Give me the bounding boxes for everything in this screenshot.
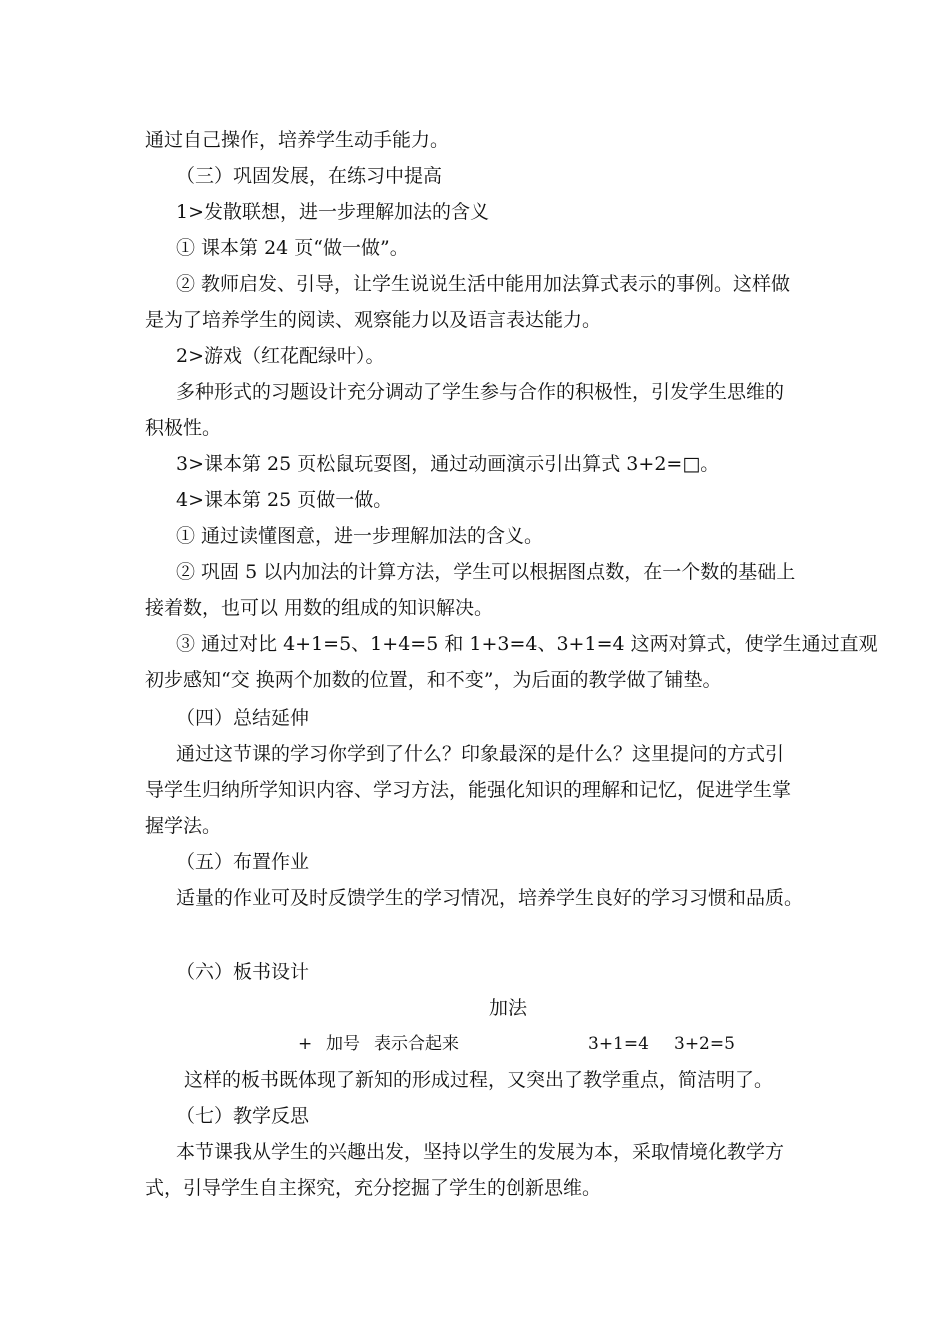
paragraph-line: 多种形式的习题设计充分调动了学生参与合作的积极性，引发学生思维的 <box>176 381 785 403</box>
section-heading: （七）教学反思 <box>176 1105 310 1127</box>
equation-2: 3+2=5 <box>674 1034 735 1054</box>
plus-meaning: 表示合起来 <box>374 1034 459 1054</box>
paragraph-line: 积极性。 <box>145 417 222 439</box>
paragraph-line: 导学生归纳所学知识内容、学习方法，能强化知识的理解和记忆，促进学生掌 <box>145 779 792 801</box>
paragraph-line: ② 巩固 5 以内加法的计算方法，学生可以根据图点数，在一个数的基础上 <box>176 561 796 583</box>
plus-name: 加号 <box>326 1034 360 1054</box>
paragraph-line: 通过自己操作，培养学生动手能力。 <box>145 129 450 151</box>
section-heading: （三）巩固发展，在练习中提高 <box>176 165 443 187</box>
paragraph-line: 适量的作业可及时反馈学生的学习情况，培养学生良好的学习习惯和品质。 <box>176 887 804 909</box>
paragraph-line: 握学法。 <box>145 815 222 837</box>
paragraph-line: 3>课本第 25 页松鼠玩耍图，通过动画演示引出算式 3+2=□。 <box>176 453 720 475</box>
paragraph-line: 4>课本第 25 页做一做。 <box>176 489 393 511</box>
board-row <box>0 1032 950 1056</box>
paragraph-line: 接着数，也可以 用数的组成的知识解决。 <box>145 597 494 619</box>
paragraph-line: ① 通过读懂图意，进一步理解加法的含义。 <box>176 525 544 547</box>
plus-sign: + <box>298 1034 313 1054</box>
paragraph-line: 通过这节课的学习你学到了什么？印象最深的是什么？这里提问的方式引 <box>176 743 785 765</box>
paragraph-line: 1>发散联想，进一步理解加法的含义 <box>176 201 490 223</box>
section-heading: （六）板书设计 <box>176 961 310 983</box>
paragraph-line: 初步感知“交 换两个加数的位置，和不变”，为后面的教学做了铺垫。 <box>145 669 722 691</box>
board-title: 加法 <box>488 997 527 1019</box>
equation-1: 3+1=4 <box>588 1034 649 1054</box>
section-heading: （五）布置作业 <box>176 851 310 873</box>
paragraph-line: ① 课本第 24 页“做一做”。 <box>176 237 409 259</box>
paragraph-line: 是为了培养学生的阅读、观察能力以及语言表达能力。 <box>145 309 602 331</box>
paragraph-line: 本节课我从学生的兴趣出发，坚持以学生的发展为本，采取情境化教学方 <box>176 1141 785 1163</box>
paragraph-line: 2>游戏（红花配绿叶）。 <box>176 345 385 367</box>
paragraph-line: 这样的板书既体现了新知的形成过程，又突出了教学重点，简洁明了。 <box>184 1069 774 1091</box>
paragraph-line: 式，引导学生自主探究，充分挖掘了学生的创新思维。 <box>145 1177 602 1199</box>
paragraph-line: ③ 通过对比 4+1=5、1+4=5 和 1+3=4、3+1=4 这两对算式，使学生通过直观 <box>176 633 878 655</box>
paragraph-line: ② 教师启发、引导，让学生说说生活中能用加法算式表示的事例。这样做 <box>176 273 791 295</box>
section-heading: （四）总结延伸 <box>176 707 310 729</box>
